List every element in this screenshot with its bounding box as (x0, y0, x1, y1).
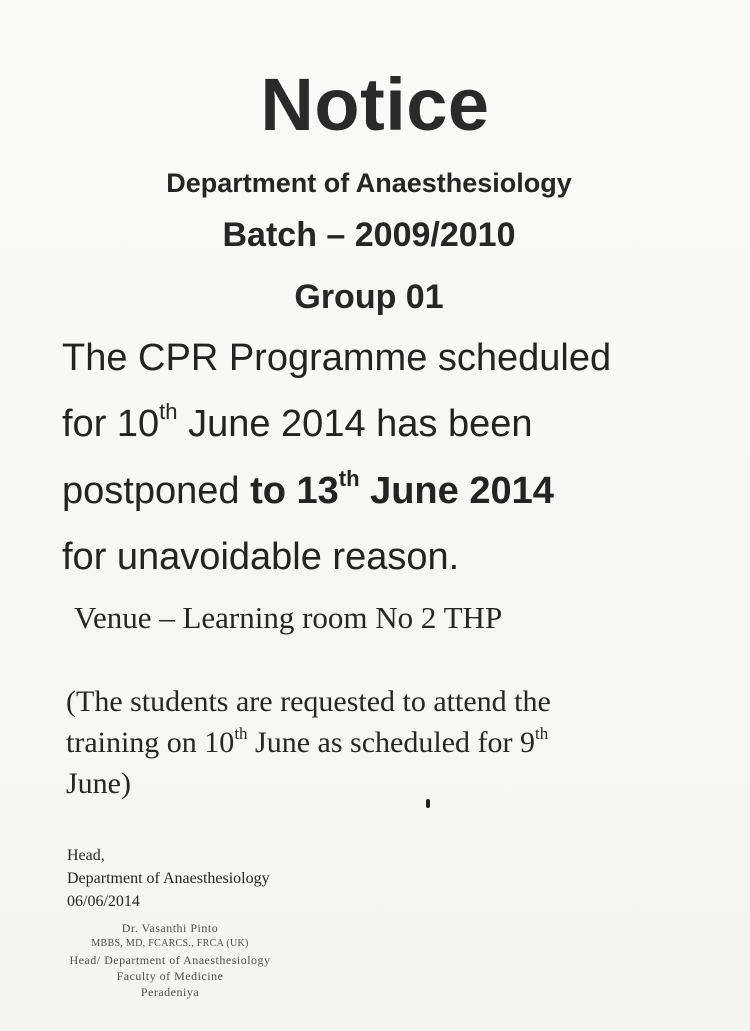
request-line-2 (66, 726, 548, 760)
message-line-3 (62, 466, 554, 513)
signatory-department: Department of Anaesthesiology (67, 870, 270, 887)
message-line-2-end: June 2014 has been (177, 403, 533, 445)
request-ordinal-2: th (534, 724, 549, 743)
message-line-4: for unavoidable reason. (62, 536, 460, 578)
signatory-role: Head, (67, 847, 105, 864)
message-line-3-start: postponed (62, 470, 251, 512)
batch-heading: Batch – 2009/2010 (222, 216, 516, 254)
message-line-2 (62, 399, 533, 446)
notice-date: 06/06/2014 (67, 893, 140, 910)
stamp-title: Head/ Department of Anaesthesiology (69, 953, 271, 967)
request-line-1: (The students are requested to attend the (66, 685, 551, 718)
request-line-3: June) (66, 767, 131, 800)
new-date-ordinal: th (338, 466, 360, 491)
group-heading: Group 01 (294, 278, 444, 316)
new-date-start: to 13 (250, 470, 339, 512)
message-line-1: The CPR Programme scheduled (62, 337, 612, 379)
stamp-location: Peradeniya (140, 985, 200, 999)
message-line-2-start: for 10 (62, 403, 160, 445)
stamp-name: Dr. Vasanthi Pinto (121, 921, 219, 935)
venue-text: Venue – Learning room No 2 THP (74, 600, 503, 635)
new-date-end: June 2014 (359, 470, 554, 512)
notice-title: Notice (260, 63, 490, 146)
message-line-2-ordinal: th (159, 399, 178, 424)
department-heading: Department of Anaesthesiology (166, 168, 572, 198)
request-line-2-middle: June as scheduled for 9 (247, 726, 535, 759)
request-ordinal-1: th (234, 724, 248, 743)
request-line-2-start: training on 10 (66, 726, 235, 759)
stamp-qualifications: MBBS, MD, FCARCS., FRCA (UK) (91, 938, 249, 949)
ink-speck (426, 799, 430, 808)
stamp-faculty: Faculty of Medicine (116, 969, 224, 983)
official-stamp (40, 920, 300, 1000)
